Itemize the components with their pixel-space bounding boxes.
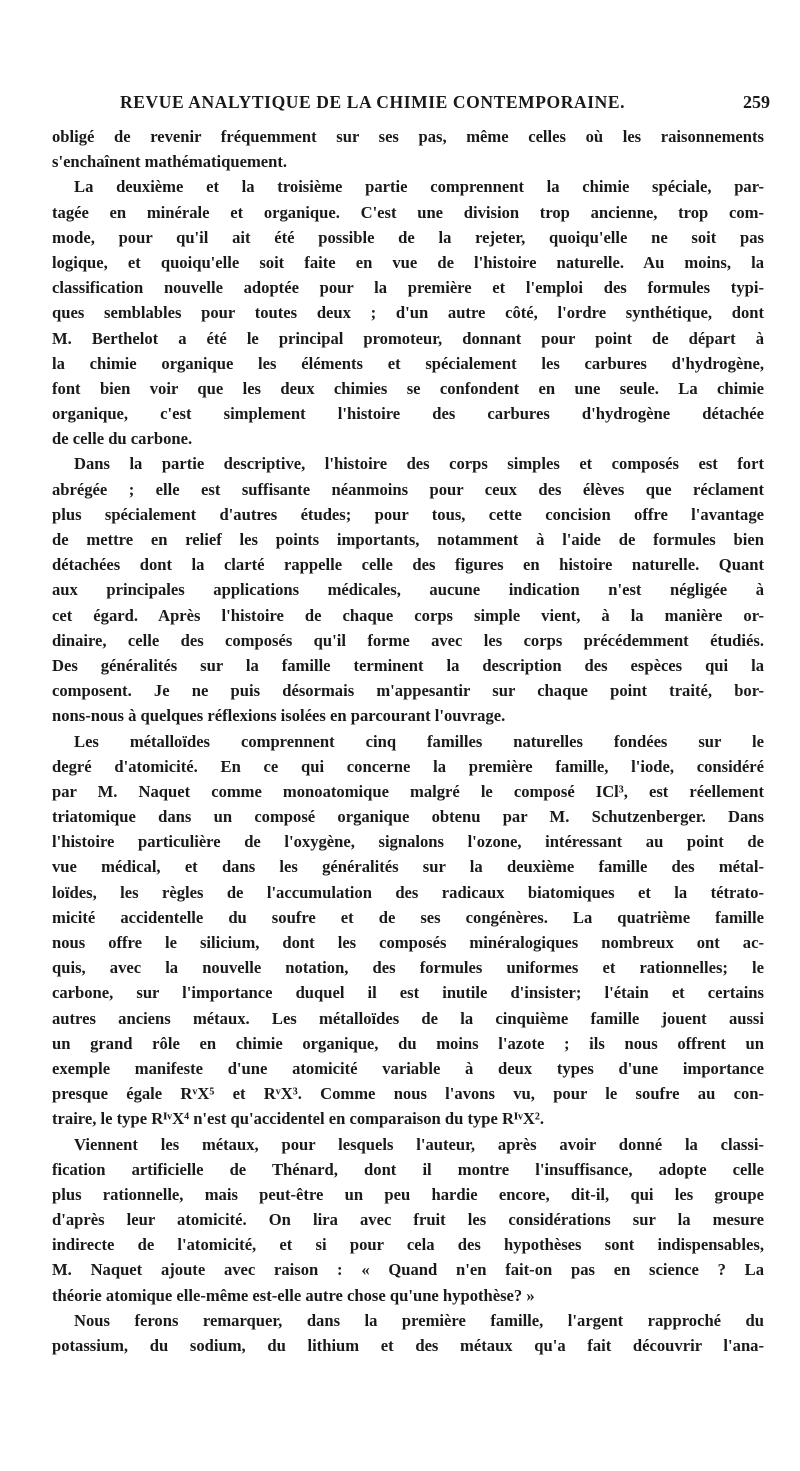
text-line: indirecte de l'atomicité, et si pour cela des hypothèses sont indispensables, [52,1235,764,1255]
text-line: détachées dont la clarté rappelle celle des figures en histoire naturelle. Quant [52,555,764,575]
text-line: classification nouvelle adoptée pour la première et l'emploi des formules typi- [52,278,764,298]
text-line: abrégée ; elle est suffisante néanmoins pour ceux des élèves que réclament [52,479,764,499]
text-line: loïdes, les règles de l'accumulation des radicaux biatomiques et la tétrato- [52,882,764,902]
text-line: Viennent les métaux, pour lesquels l'auteur, après avoir donné la classi- [74,1134,764,1154]
text-line: aux principales applications médicales, aucune indication n'est négligée à [52,580,764,600]
text-line: logique, et quoiqu'elle soit faite en vue de l'histoire naturelle. Au moins, la [52,252,764,272]
text-line: dinaire, celle des composés qu'il forme avec les corps précédemment étudiés. [52,630,764,650]
text-line: quis, avec la nouvelle notation, des formules uniformes et rationnelles; le [52,958,764,978]
text-line: un grand rôle en chimie organique, du moins l'azote ; ils nous offrent un [52,1033,764,1053]
text-line: traire, le type RᴵᵛX⁴ n'est qu'accidentel en comparaison du type RᴵᵛX². [52,1109,545,1129]
text-line: micité accidentelle du soufre et de ses congénères. La quatrième famille [52,907,764,927]
text-line: autres anciens métaux. Les métalloïdes de la cinquième famille jouent aussi [52,1008,764,1028]
text-line: l'histoire particulière de l'oxygène, signalons l'ozone, intéressant au point de [52,832,764,852]
text-line: s'enchaînent mathématiquement. [52,152,288,172]
text-line: ques semblables pour toutes deux ; d'un autre côté, l'ordre synthétique, dont [52,303,764,323]
text-line: degré d'atomicité. En ce qui concerne la première famille, l'iode, considéré [52,756,764,776]
body-text [52,124,764,1358]
text-line: carbone, sur l'importance duquel il est inutile d'insister; l'étain et certains [52,983,764,1003]
text-line: la chimie organique les éléments et spécialement les carbures d'hydrogène, [52,353,764,373]
text-line: exemple manifeste d'une atomicité variable à deux types d'une importance [52,1058,764,1078]
text-line: organique, c'est simplement l'histoire des carbures d'hydrogène détachée [52,404,764,424]
text-line: triatomique dans un composé organique obtenu par M. Schutzenberger. Dans [52,807,764,827]
text-line: Des généralités sur la famille terminent la description des espèces qui la [52,655,764,675]
text-line: nons-nous à quelques réflexions isolées en parcourant l'ouvrage. [52,706,506,726]
text-line: fication artificielle de Thénard, dont il montre l'insuffisance, adopte celle [52,1159,764,1179]
text-line: théorie atomique elle-même est-elle autre chose qu'une hypothèse? » [52,1285,535,1305]
text-line: d'après leur atomicité. On lira avec fruit les considérations sur la mesure [52,1210,764,1230]
text-line: de mettre en relief les points importants, notamment à l'aide de formules bien [52,530,764,549]
text-line: vue médical, et dans les généralités sur la deuxième famille des métal- [52,857,764,877]
text-line: nous offre le silicium, dont les composés minéralogiques nombreux ont ac- [52,933,764,952]
text-line: presque égale RᵛX⁵ et RᵛX³. Comme nous l'avons vu, pour le soufre au con- [52,1084,764,1104]
running-title: REVUE ANALYTIQUE DE LA CHIMIE CONTEMPORAINE. [120,92,626,112]
text-line: M. Naquet ajoute avec raison : « Quand n'en fait-on pas en science ? La [52,1260,764,1280]
text-line: par M. Naquet comme monoatomique malgré le composé ICl³, est réellement [52,781,764,801]
text-line: potassium, du sodium, du lithium et des métaux qu'a fait découvrir l'ana- [52,1336,764,1355]
text-line: composent. Je ne puis désormais m'appesantir sur chaque point traité, bor- [52,681,764,701]
page-number: 259 [743,92,770,112]
text-line: de celle du carbone. [52,429,193,449]
text-line: Dans la partie descriptive, l'histoire des corps simples et composés est fort [74,454,764,474]
text-line: plus spécialement d'autres études; pour tous, cette concision offre l'avantage [52,504,764,524]
text-line: mode, pour qu'il ait été possible de la rejeter, quoiqu'elle ne soit pas [52,227,764,247]
text-line: M. Berthelot a été le principal promoteur, donnant pour point de départ à [52,328,764,348]
text-line: cet égard. Après l'histoire de chaque corps simple vient, à la manière or- [52,605,764,625]
text-line: Les métalloïdes comprennent cinq familles naturelles fondées sur le [74,731,764,751]
text-line: font bien voir que les deux chimies se confondent en une seule. La chimie [52,378,764,398]
text-line: tagée en minérale et organique. C'est une division trop ancienne, trop com- [52,202,764,222]
text-line: plus rationnelle, mais peut-être un peu hardie encore, dit-il, qui les groupe [52,1184,764,1204]
text-line: La deuxième et la troisième partie comprennent la chimie spéciale, par- [74,177,764,197]
text-line: obligé de revenir fréquemment sur ses pas, même celles où les raisonnements [52,127,764,146]
page-header [52,92,770,118]
text-line: Nous ferons remarquer, dans la première famille, l'argent rapproché du [74,1310,764,1330]
